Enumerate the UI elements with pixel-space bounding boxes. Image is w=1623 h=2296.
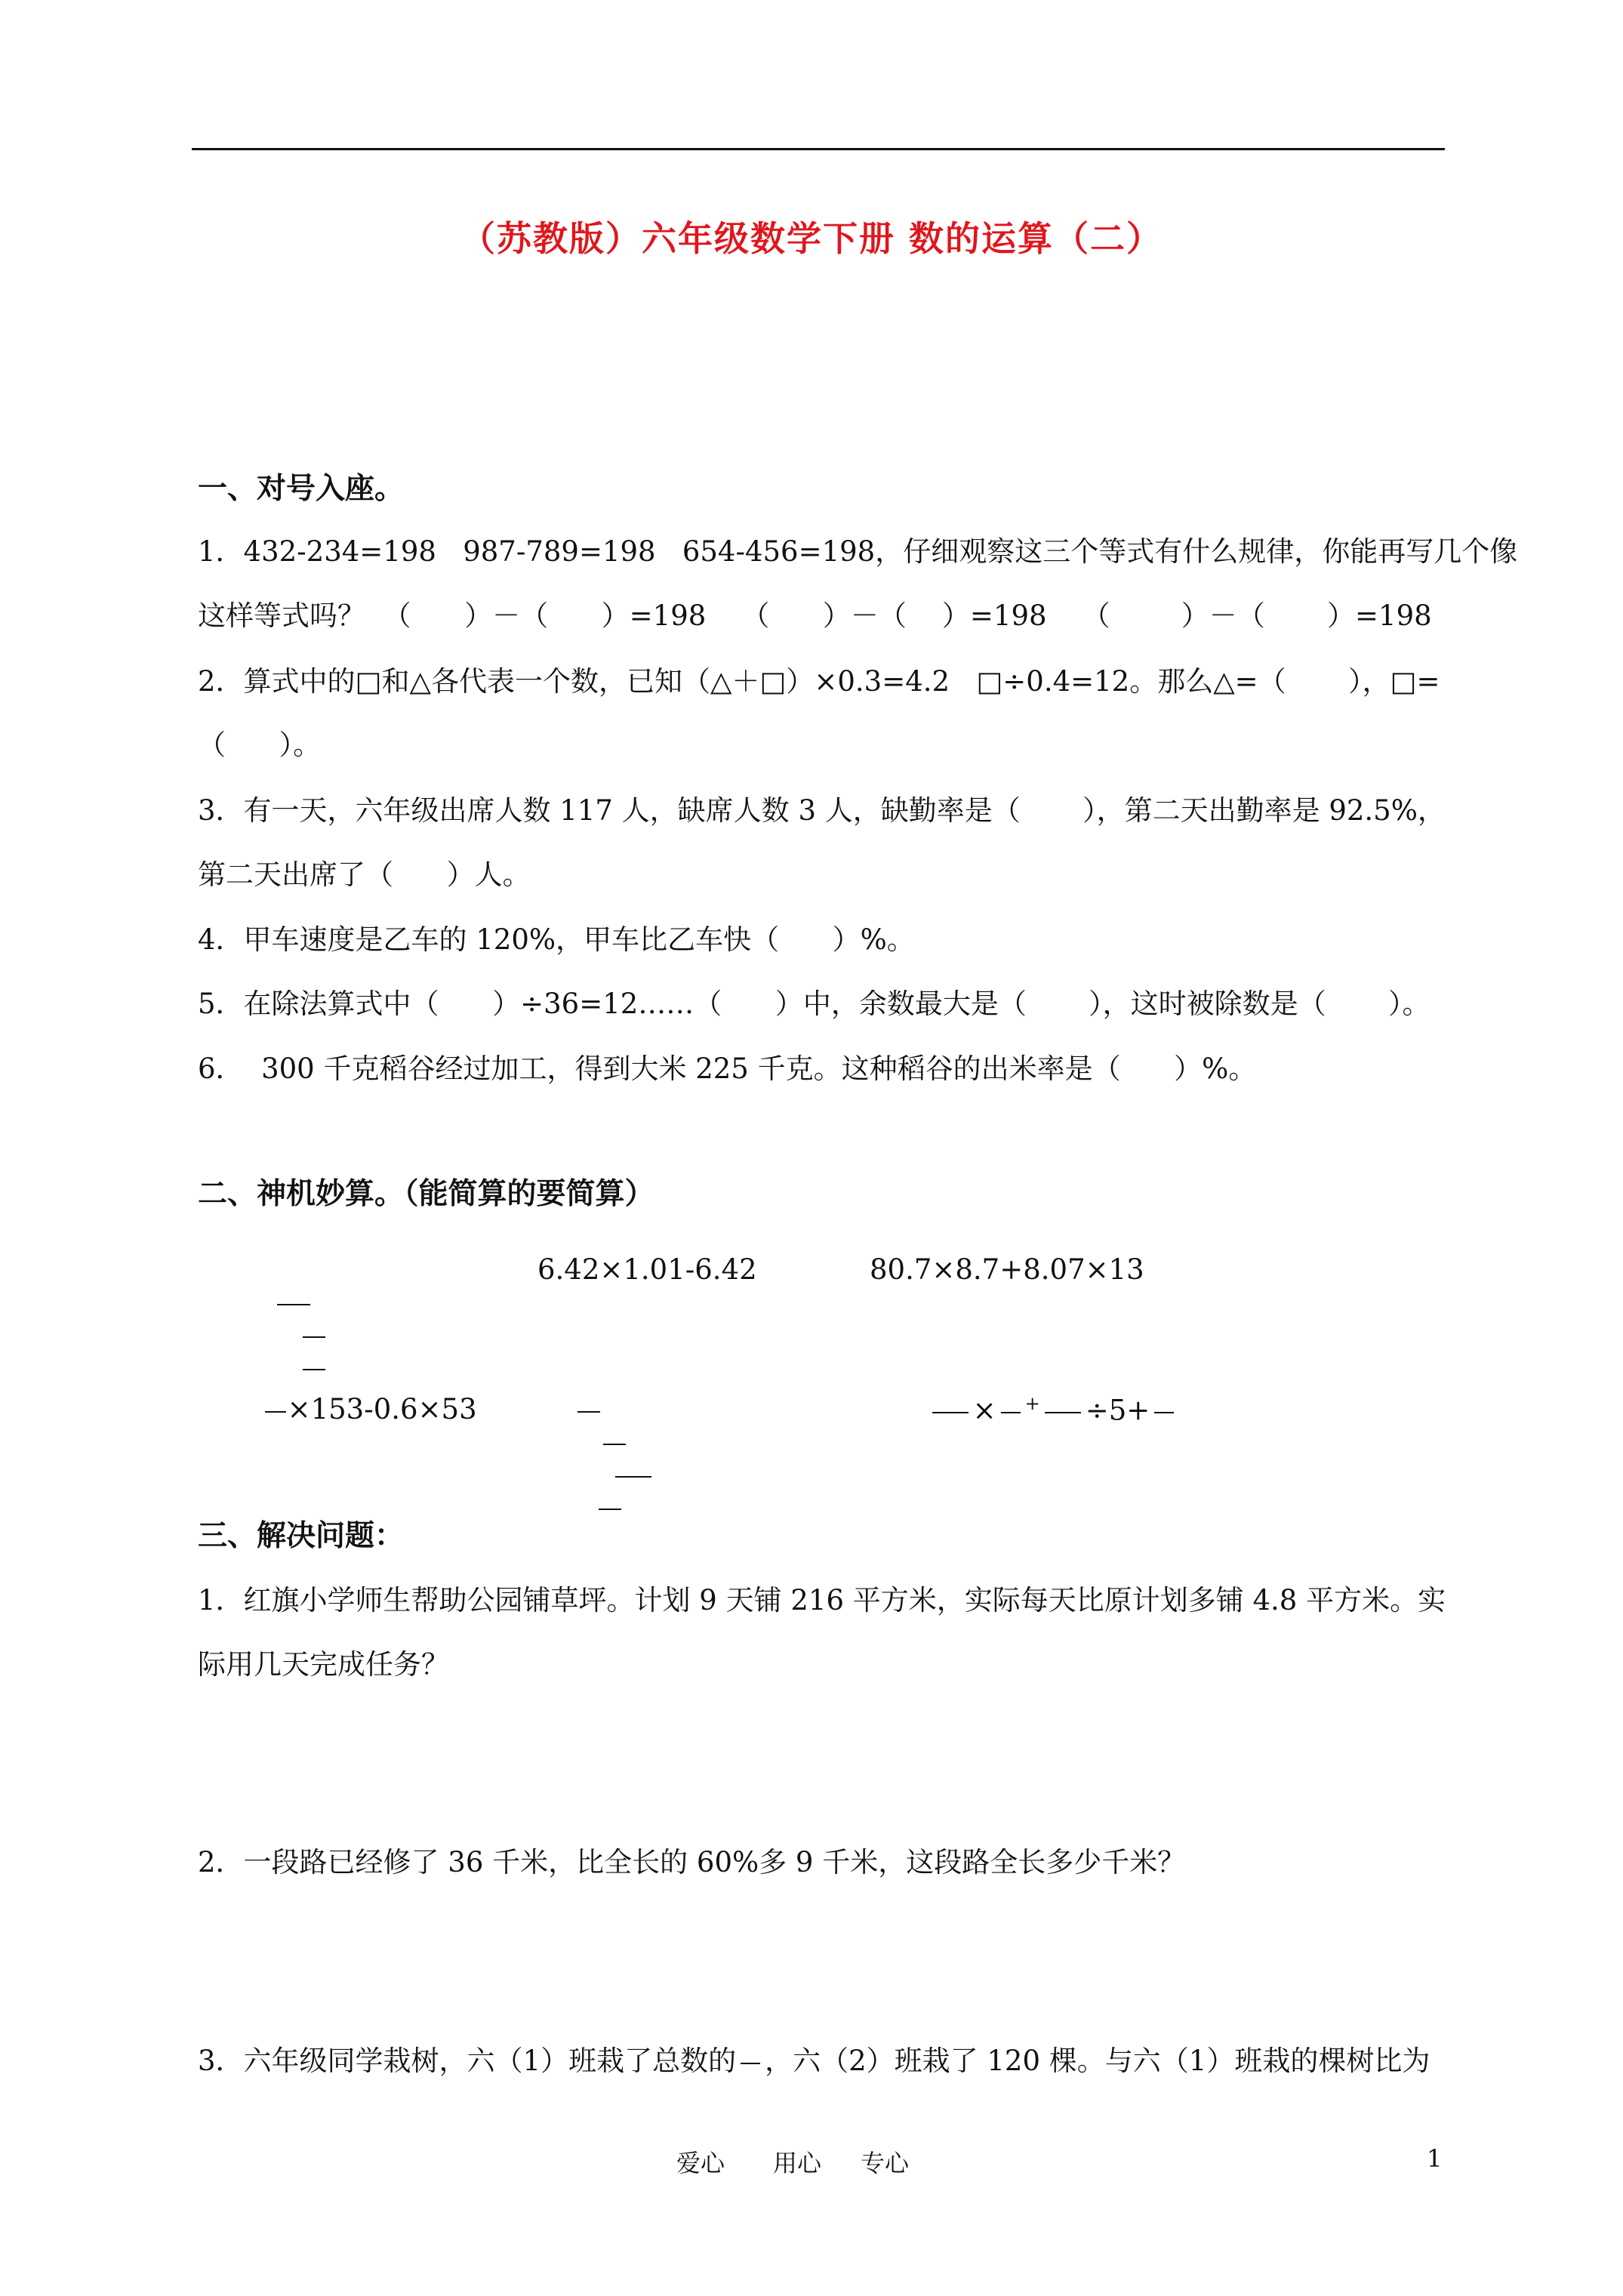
- expression-2: 6.42×1.01-6.42: [537, 1253, 757, 1286]
- section1-heading: 一、对号入座。: [198, 471, 405, 506]
- document-title: （苏教版）六年级数学下册 数的运算（二）: [460, 218, 1163, 259]
- footer-motto-3: 专心: [861, 2149, 910, 2177]
- problem-1-line-2: 际用几天完成任务？: [198, 1648, 449, 1681]
- section3-heading: 三、解决问题：: [198, 1518, 405, 1553]
- section2-heading: 二、神机妙算。（能简算的要简算）: [198, 1176, 654, 1211]
- fraction-bar: [265, 1411, 286, 1413]
- fraction-expression-5: [519, 1361, 656, 1555]
- problem-1-line-1: 1．红旗小学师生帮助公园铺草坪。计划 9 天铺 216 平方米，实际每天比原计划多铺 4.8 平方米。实: [198, 1584, 1446, 1616]
- question-3-line-1: 3．有一天，六年级出席人数 117 人，缺席人数 3 人，缺勤率是（ ），第二天出勤率是 92.5%，: [198, 794, 1446, 827]
- problem-2: 2．一段路已经修了 36 千米，比全长的 60%多 9 千米，这段路全长多少千米？: [198, 1846, 1186, 1878]
- question-1-line-1: 1．432-234=198 987-789=198 654-456=198，仔细观察这三个等式有什么规律，你能再写几个像: [198, 535, 1518, 568]
- question-1-line-2: 这样等式吗？ （ ）－（ ）=198 （ ）－（ ）=198 （ ）－（ ）=198: [198, 599, 1432, 632]
- calc-row-1: [0, 1253, 1623, 1299]
- question-2-line-1: 2．算式中的□和△各代表一个数，已知（△＋□）×0.3=4.2 □÷0.4=12。那么△=（ ），□=: [198, 665, 1440, 698]
- question-2-line-2: （ ）。: [198, 729, 322, 761]
- problem-3: 3．六年级同学栽树，六（1）班栽了总数的 ，六（2）班栽了 120 棵。与六（1）班栽的棵树比为: [198, 2045, 1431, 2077]
- footer-motto-2: 用心: [773, 2149, 822, 2177]
- expression-3: 80.7×8.7+8.07×13: [870, 1253, 1144, 1286]
- question-5: 5．在除法算式中（ ）÷36=12……（ ）中，余数最大是（ ），这时被除数是（ ）。: [198, 988, 1431, 1020]
- header-rule: [192, 148, 1445, 150]
- expression-4: ×153-0.6×53: [211, 1361, 477, 1458]
- fraction-bar: [303, 1336, 325, 1338]
- calc-row-2: [0, 1361, 1623, 1427]
- fraction-bar: [1045, 1412, 1081, 1413]
- question-3-line-2: 第二天出席了（ ）人。: [198, 858, 531, 891]
- expression-6: × + ÷5+: [874, 1361, 1178, 1459]
- footer-motto-1: 爱心: [676, 2149, 725, 2177]
- fraction-bar: [599, 1509, 621, 1510]
- page-number: 1: [1427, 2144, 1443, 2173]
- fraction-bar: [277, 1304, 310, 1305]
- fraction-bar: [1001, 1412, 1021, 1413]
- fraction-bar: [615, 1476, 651, 1478]
- fraction-bar: [577, 1411, 600, 1413]
- question-4: 4．甲车速度是乙车的 120%，甲车比乙车快（ ）%。: [198, 923, 915, 956]
- question-6: 6． 300 千克稻谷经过加工，得到大米 225 千克。这种稻谷的出米率是（ ）%。: [198, 1052, 1257, 1085]
- fraction-bar: [932, 1412, 969, 1413]
- fraction-bar: [741, 2063, 760, 2064]
- fraction-bar: [603, 1444, 626, 1445]
- fraction-bar: [1154, 1412, 1174, 1413]
